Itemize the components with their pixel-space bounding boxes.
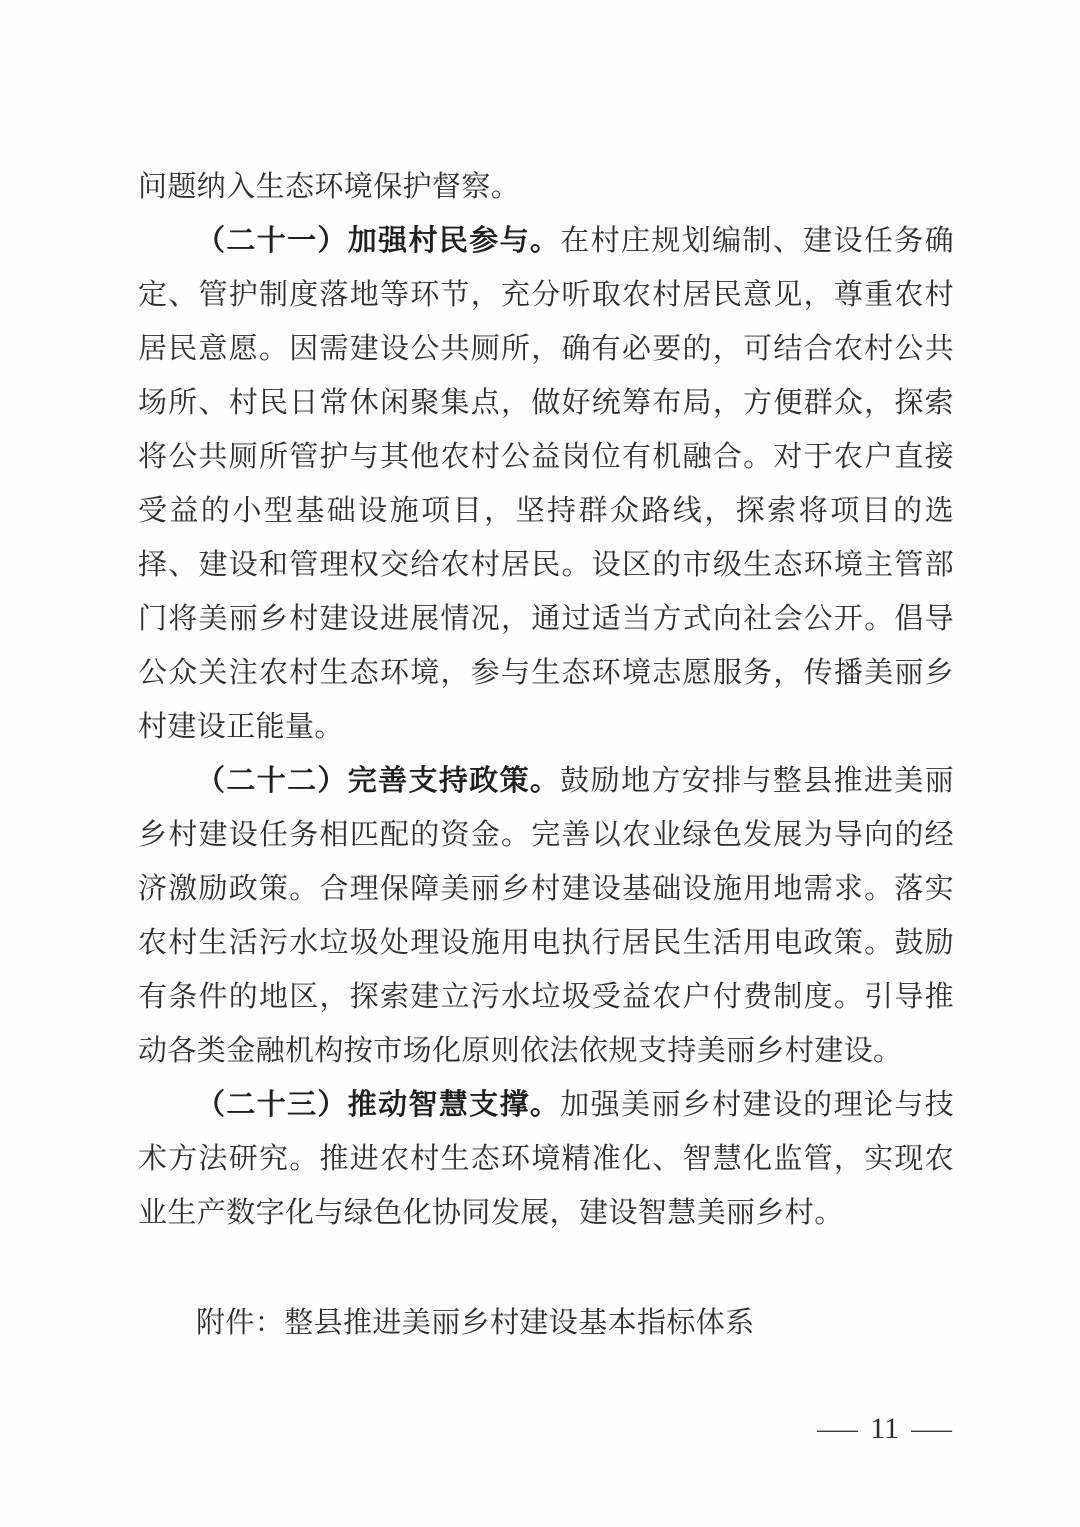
page-footer	[138, 1412, 954, 1446]
section-22-paragraph	[138, 754, 954, 1078]
paragraph-continuation	[138, 160, 954, 214]
section-21-paragraph	[138, 214, 954, 754]
section-23-heading: （二十三）推动智慧支撑。	[196, 1089, 561, 1121]
paragraph-continuation-text: 问题纳入生态环境保护督察。	[138, 171, 521, 203]
section-23-paragraph	[138, 1078, 954, 1240]
attachment-line	[138, 1296, 954, 1350]
footer-dash-left: —	[817, 1413, 858, 1445]
section-23-body: 加强美丽乡村建设的理论与技术方法研究。推进农村生态环境精准化、智慧化监管，实现农业生产数字化与绿色化协同发展，建设智慧美丽乡村。	[138, 1089, 954, 1229]
page-number: 11	[870, 1412, 899, 1445]
section-22-body: 鼓励地方安排与整县推进美丽乡村建设任务相匹配的资金。完善以农业绿色发展为导向的经济激励政策。合理保障美丽乡村建设基础设施用地需求。落实农村生活污水垃圾处理设施用电执行居民生活用电政策。鼓励有条件的地区，探索建立污水垃圾受益农户付费制度。引导推动各类金融机构按市场化原则依法依规支持美丽乡村建设。	[138, 765, 954, 1067]
attachment-line-text: 附件：整县推进美丽乡村建设基本指标体系	[196, 1307, 755, 1339]
section-22-heading: （二十二）完善支持政策。	[196, 765, 561, 797]
footer-dash-right: —	[911, 1413, 952, 1445]
section-21-body: 在村庄规划编制、建设任务确定、管护制度落地等环节，充分听取农村居民意见，尊重农村居民意愿。因需建设公共厕所，确有必要的，可结合农村公共场所、村民日常休闲聚集点，做好统筹布局，方便群众，探索将公共厕所管护与其他农村公益岗位有机融合。对于农户直接受益的小型基础设施项目，坚持群众路线，探索将项目的选择、建设和管理权交给农村居民。设区的市级生态环境主管部门将美丽乡村建设进展情况，通过适当方式向社会公开。倡导公众关注农村生态环境，参与生态环境志愿服务，传播美丽乡村建设正能量。	[138, 225, 954, 743]
section-21-heading: （二十一）加强村民参与。	[196, 225, 561, 257]
document-content	[138, 160, 954, 1446]
